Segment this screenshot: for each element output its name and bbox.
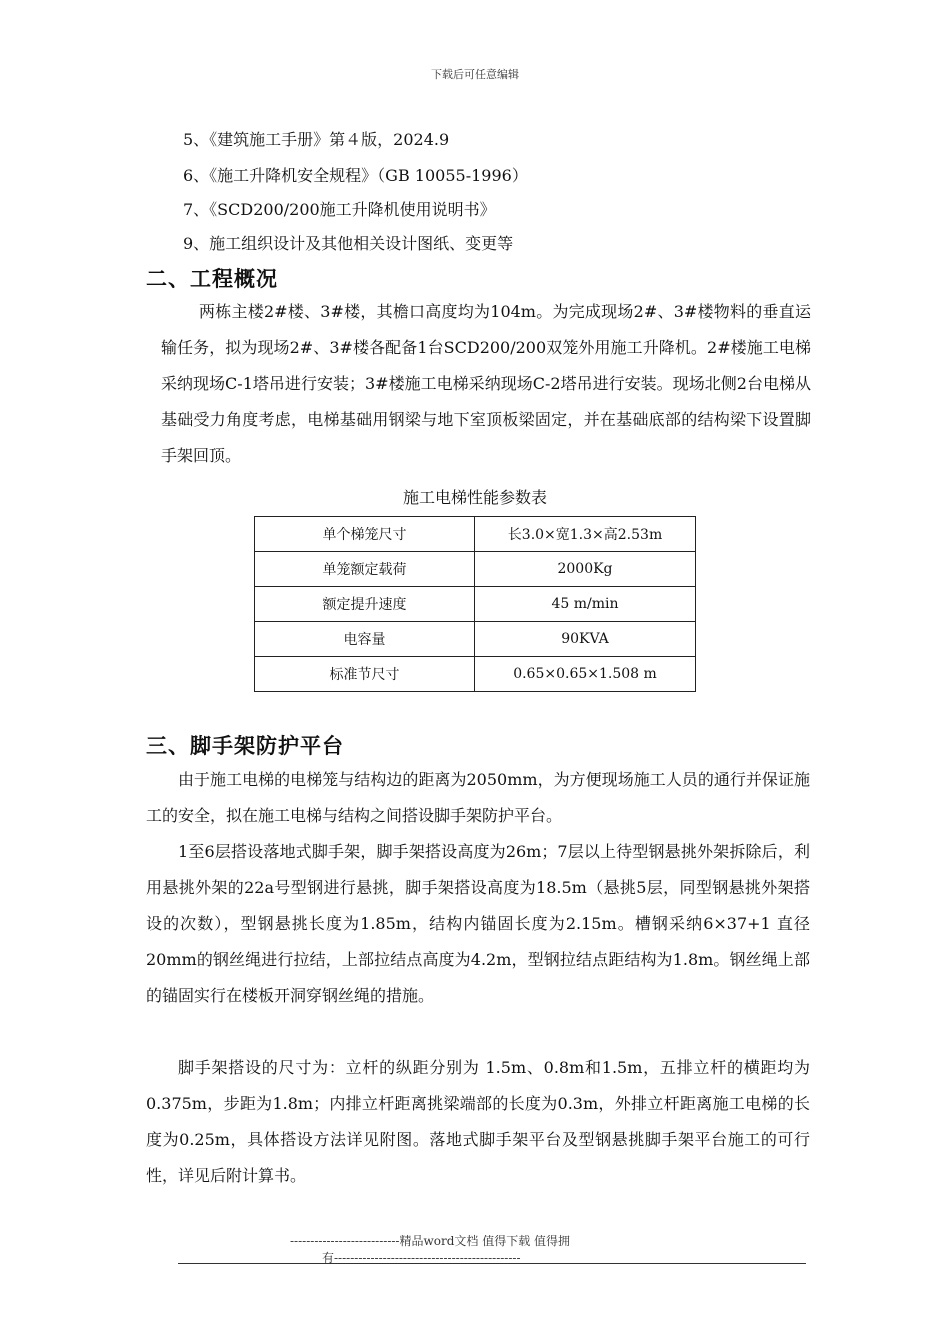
table-row: [255, 657, 696, 692]
table-cell-label: 电容量: [255, 622, 475, 657]
section-heading: 三、脚手架防护平台: [146, 734, 344, 758]
table-row: [255, 552, 696, 587]
parameter-table: [254, 516, 696, 692]
reference-item: 7、《SCD200/200施工升降机使用说明书》: [183, 200, 496, 219]
body-paragraph: 由于施工电梯的电梯笼与结构边的距离为2050mm，为方便现场施工人员的通行并保证施工的安全，拟在施工电梯与结构之间搭设脚手架防护平台。: [146, 770, 810, 825]
table-cell-value: 45 m/min: [475, 587, 696, 622]
table-cell-label: 单个梯笼尺寸: [255, 517, 475, 552]
footer-divider: [178, 1263, 806, 1264]
table-cell-label: 标准节尺寸: [255, 657, 475, 692]
footer-text: 有----------------------------------------------: [322, 1251, 521, 1265]
section-heading: 二、工程概况: [146, 267, 278, 291]
table-cell-value: 0.65×0.65×1.508 m: [475, 657, 696, 692]
table-cell-label: 单笼额定载荷: [255, 552, 475, 587]
table-cell-label: 额定提升速度: [255, 587, 475, 622]
reference-item: 9、施工组织设计及其他相关设计图纸、变更等: [183, 234, 514, 253]
reference-item: 5、《建筑施工手册》第４版，2024.9: [183, 130, 450, 149]
table-cell-value: 长3.0×宽1.3×高2.53m: [475, 517, 696, 552]
body-paragraph: 脚手架搭设的尺寸为：立杆的纵距分别为 1.5m、0.8m和1.5m，五排立杆的横距均为0.375m，步距为1.8m；内排立杆距离挑梁端部的长度为0.3m，外排立杆距离施工电梯的长度为0.25m，具体搭设方法详见附图。落地式脚手架平台及型钢悬挑脚手架平台施工的可行性，详见后附计算书。: [146, 1058, 810, 1185]
table-row: [255, 517, 696, 552]
reference-item: 6、《施工升降机安全规程》（GB 10055-1996）: [183, 166, 528, 185]
body-paragraph: 两栋主楼2#楼、3#楼，其檐口高度均为104m。为完成现场2#、3#楼物料的垂直运输任务，拟为现场2#、3#楼各配备1台SCD200/200双笼外用施工升降机。2#楼施工电梯采纳现场C-1塔吊进行安装；3#楼施工电梯采纳现场C-2塔吊进行安装。现场北侧2台电梯从基础受力角度考虑，电梯基础用钢梁与地下室顶板梁固定，并在基础底部的结构梁下设置脚手架回顶。: [161, 302, 811, 465]
footer-text: ---------------------------精品word文档 值得下载 值得拥: [290, 1234, 571, 1248]
body-paragraph: 1至6层搭设落地式脚手架，脚手架搭设高度为26m；7层以上待型钢悬挑外架拆除后，利用悬挑外架的22a号型钢进行悬挑，脚手架搭设高度为18.5m（悬挑5层，同型钢悬挑外架搭设的次数），型钢悬挑长度为1.85m，结构内锚固长度为2.15m。槽钢采纳6×37+1 直径20mm的钢丝绳进行拉结，上部拉结点高度为4.2m，型钢拉结点距结构为1.8m。钢丝绳上部的锚固实行在楼板开洞穿钢丝绳的措施。: [146, 842, 810, 1005]
table-caption: 施工电梯性能参数表: [402, 488, 547, 507]
page-header: 下载后可任意编辑: [431, 68, 519, 81]
table-cell-value: 90KVA: [475, 622, 696, 657]
table-cell-value: 2000Kg: [475, 552, 696, 587]
table-row: [255, 587, 696, 622]
table-row: [255, 622, 696, 657]
